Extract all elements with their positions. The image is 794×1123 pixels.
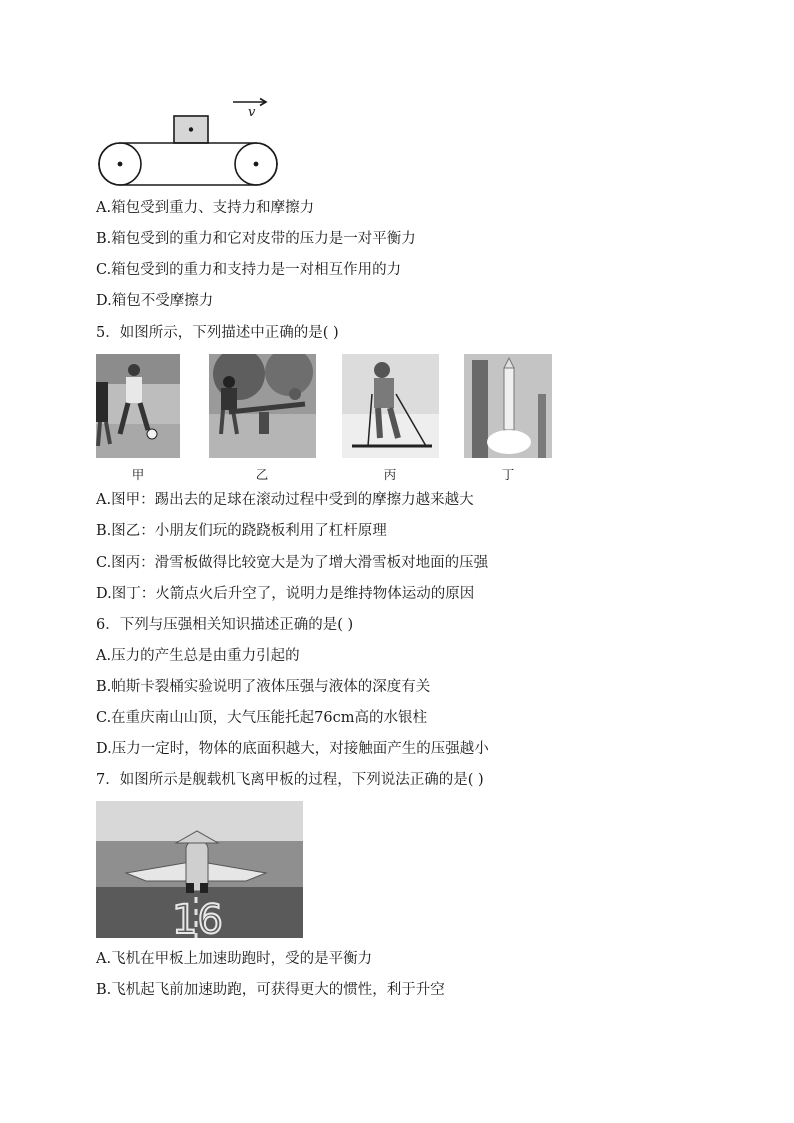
q7-option-a: A.飞机在甲板上加速助跑时，受的是平衡力 — [96, 951, 373, 967]
q6-option-d: D.压力一定时，物体的底面积越大，对接触面产生的压强越小 — [96, 741, 489, 757]
rocket-photo — [464, 354, 552, 458]
q5-option-a: A.图甲：踢出去的足球在滚动过程中受到的摩擦力越来越大 — [96, 492, 474, 508]
caption-jia: 甲 — [131, 467, 145, 482]
deck-marking: 16 — [172, 897, 223, 938]
q6-stem: 6．下列与压强相关知识描述正确的是( ) — [96, 617, 354, 633]
q7-stem: 7．如图所示是舰载机飞离甲板的过程，下列说法正确的是( ) — [96, 772, 484, 788]
conveyor-belt-figure — [96, 94, 286, 190]
q5-option-c: C.图丙：滑雪板做得比较宽大是为了增大滑雪板对地面的压强 — [96, 555, 489, 571]
q5-stem: 5．如图所示，下列描述中正确的是( ) — [96, 325, 339, 341]
caption-ding: 丁 — [501, 467, 515, 482]
seesaw-photo — [209, 354, 316, 458]
caption-bing: 丙 — [383, 467, 397, 482]
q4-option-b: B.箱包受到的重力和它对皮带的压力是一对平衡力 — [96, 231, 416, 247]
velocity-label: v — [248, 105, 256, 120]
q4-option-a: A.箱包受到重力、支持力和摩擦力 — [96, 200, 315, 216]
q7-option-b: B.飞机起飞前加速助跑，可获得更大的惯性，利于升空 — [96, 982, 445, 998]
q6-option-b: B.帕斯卡裂桶实验说明了液体压强与液体的深度有关 — [96, 679, 431, 695]
q4-option-c: C.箱包受到的重力和支持力是一对相互作用的力 — [96, 262, 402, 278]
q6-option-a: A.压力的产生总是由重力引起的 — [96, 648, 300, 664]
carrier-jet-photo — [96, 801, 303, 938]
q5-option-b: B.图乙：小朋友们玩的跷跷板利用了杠杆原理 — [96, 523, 387, 539]
caption-yi: 乙 — [255, 467, 269, 482]
q4-option-d: D.箱包不受摩擦力 — [96, 293, 214, 309]
skier-photo — [342, 354, 439, 458]
q6-option-c: C.在重庆南山山顶，大气压能托起76cm高的水银柱 — [96, 710, 428, 726]
q5-option-d: D.图丁：火箭点火后升空了，说明力是维持物体运动的原因 — [96, 586, 475, 602]
soccer-photo — [96, 354, 180, 458]
